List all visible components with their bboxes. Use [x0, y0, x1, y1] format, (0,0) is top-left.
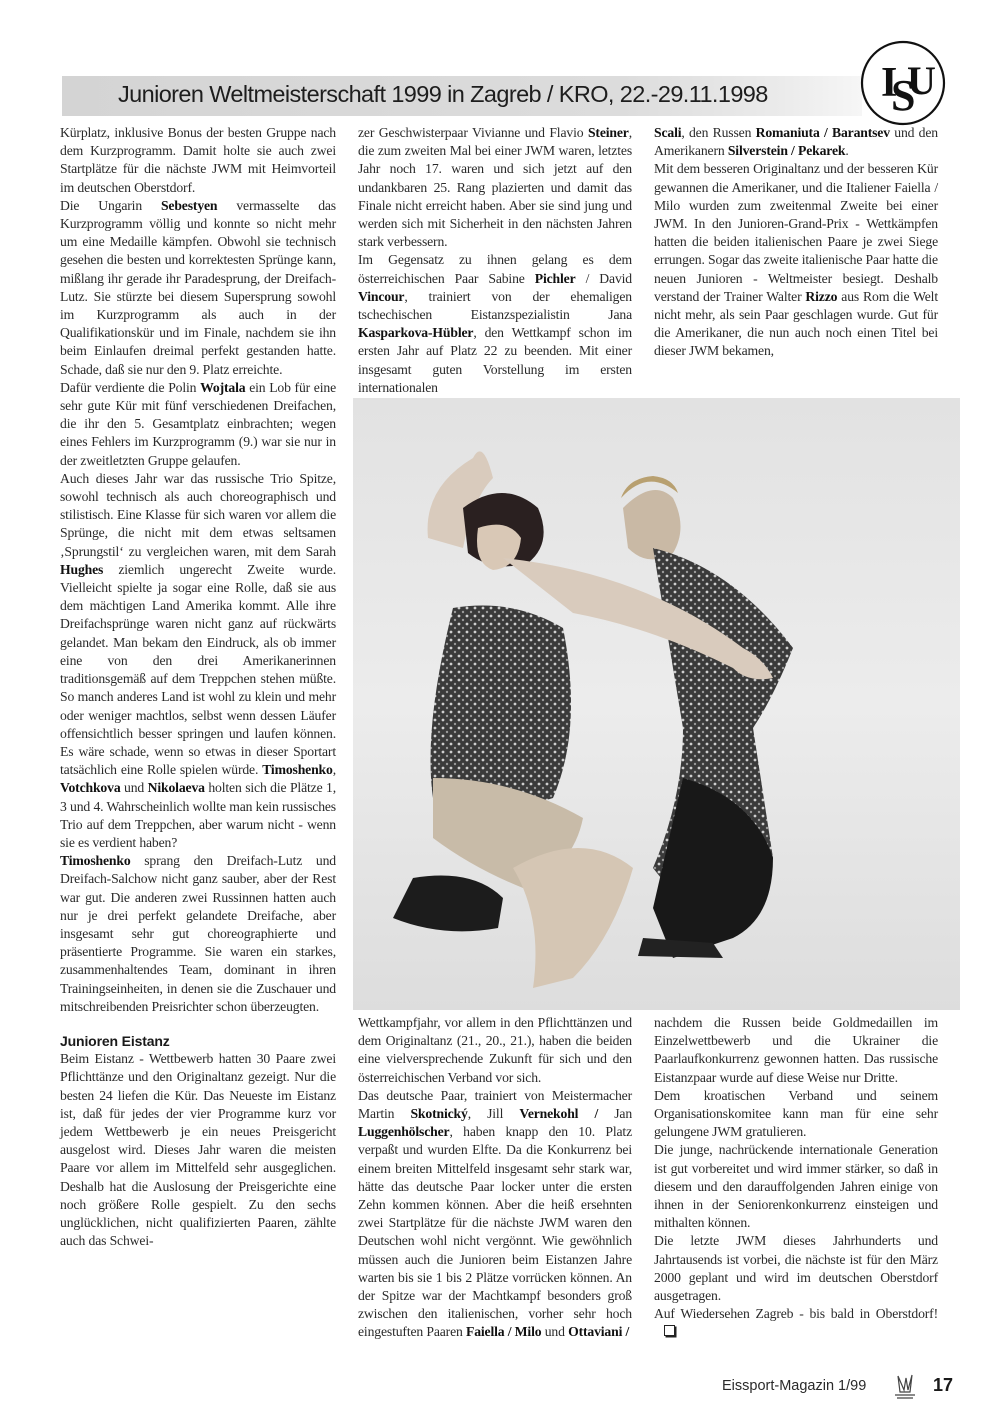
article-column-2-bottom: [358, 1014, 632, 1342]
bold-name: Vincour: [358, 288, 405, 304]
paragraph: [654, 1087, 938, 1142]
text-run: Die letzte JWM dieses Jahrhunderts und Jahrtausends ist vorbei, die nächste ist für den März 2000 geplant und wird im deutschen Oberstdorf ausgetragen.: [654, 1233, 938, 1304]
text-run: und: [120, 780, 148, 796]
paragraph: [358, 1087, 632, 1342]
text-run: .: [845, 143, 849, 159]
article-column-3-top: [654, 124, 938, 361]
text-run: Mit dem besseren Originaltanz und der besseren Kür gewannen die Amerikaner, und die Italiener Faiella / Milo wurden zum zweitenmal Zweite bei einer JWM. In den Junioren-Grand-Prix - Wettkämpfen hatten die beiden italienischen Paare je zwei Siege errungen. Sogar das zweite italienische Paar hatte die neuen Junioren - Weltmeister besiegt. Deshalb verstand der Trainer Walter: [654, 161, 938, 304]
text-run: holten sich die Plätze 1, 3 und 4. Wahrscheinlich wollte man kein russisches Trio auf dem Treppchen, aber warum nicht - wenn sie es verdient haben?: [60, 780, 336, 850]
bold-name: Pichler: [534, 270, 576, 286]
isu-logo-letter-i: I: [881, 60, 898, 106]
paragraph: [60, 852, 336, 1016]
paragraph: [60, 470, 336, 852]
bold-name: Nikolaeva: [147, 780, 205, 796]
bold-name: Ottaviani /: [568, 1324, 630, 1340]
bold-name: Scali: [654, 125, 682, 140]
bold-name: Timoshenko: [262, 762, 333, 778]
text-run: / David: [575, 270, 632, 286]
article-column-2-top: [358, 124, 632, 397]
text-run: , die zum zweiten Mal bei einer JWM waren, letztes Jahr noch 17. waren und sich jetzt auf den undankbaren 25. Rang plazierten und damit das Finale nicht erreicht haben. Aber sie sind jung und werden sich mit Sicherheit in den nächsten Jahren stark verbessern.: [358, 125, 632, 250]
text-run: , Jill: [467, 1106, 520, 1122]
bold-name: Timoshenko: [60, 853, 131, 869]
column-3-top-paragraphs: [654, 124, 938, 361]
text-run: Das deutsche Paar, trainiert von Meistermacher Martin: [358, 1087, 632, 1122]
ice-dance-couple-photo: [353, 398, 960, 1010]
paragraph: [358, 1014, 632, 1087]
text-run: nachdem die Russen beide Goldmedaillen im Einzelwettbewerb und die Ukrainer die Paarlaufkonkurrenz gewonnen hatten. Das russische Eistanzpaar wurde auf diese Weise nur Dritte.: [654, 1015, 938, 1085]
column-2-top-paragraphs: [358, 124, 632, 397]
text-run: , den Wettkampf schon im ersten Jahr auf Platz 22 zu beenden. Mit einer insgesamt guten Vorstellung im ersten internationalen: [358, 325, 632, 395]
text-run: ziemlich ungerecht Zweite wurde. Vielleicht spielte ja sogar eine Rolle, daß sie aus dem mächtigen Land Amerika kommt. Alle ihre Dreifachsprünge waren nicht ganz auf rückwärts gelandet. Man bekam den Eindruck, als ob immer eine von den drei Amerikanerinnen traditionsgemäß auf dem Treppchen stehen müßte. So manch anderes Land ist wohl zu klein und mehr oder weniger machtlos, selbst wenn dessen Läufer offensichtlich besser springen und laufen können. Es wäre schade, wenn so etwas in dieser Sportart tatsächlich eine Rolle spielen würde.: [60, 561, 336, 778]
paragraph: [60, 379, 336, 470]
paragraph: [654, 160, 938, 360]
text-run: zer Geschwisterpaar Vivianne und Flavio: [358, 125, 588, 140]
bold-name: Silverstein / Pekarek: [727, 143, 846, 159]
skate-logo-icon: [892, 1372, 918, 1400]
bold-name: Hughes: [60, 561, 104, 577]
text-run: und den Amerikanern: [654, 125, 938, 159]
column-1-paragraphs: [60, 124, 336, 1016]
text-run: Die junge, nachrückende internationale Generation ist gut vorbereitet und wird immer stärker, so daß in diesem und den darauffolgenden Jahren einige von ihnen in der Seniorenkonkurrenz einsteigen und mithalten können.: [654, 1142, 938, 1231]
text-run: Kürplatz, inklusive Bonus der besten Gruppe nach dem Kurzprogramm. Damit holte sie auch zwei Startplätze für die nächste JWM mit Heimvorteil im deutschen Oberstdorf.: [60, 125, 336, 195]
paragraph: [654, 1232, 938, 1305]
page-title: Junioren Weltmeisterschaft 1999 in Zagreb / KRO, 22.-29.11.1998: [118, 81, 768, 107]
bold-name: Skotnický: [410, 1106, 468, 1122]
end-of-article-box-icon: [664, 1325, 675, 1336]
text-run: Im Gegensatz zu ihnen gelang es dem österreichischen Paar Sabine: [358, 252, 632, 286]
paragraph: [60, 1050, 336, 1250]
column-3-bottom-paragraphs: [654, 1014, 938, 1342]
text-run: , haben knapp den 10. Platz verpaßt und wurden Elfte. Da die Konkurrenz bei einem breiten Mittelfeld insgesamt sehr stark war, hätte das deutsche Paar locker unter die ersten Zehn kommen können. Aber die heiß ersehnten zwei Startplätze für die nächste JWM waren den Deutschen wohl nicht vergönnt. Wie gewöhnlich müssen auch die Junioren beim Eistanzen Jahre warten bis sie 1 bis 2 Plätze vorrücken können. An der Spitze war der Machtkampf besonders groß zwischen den italienischen, vorher sehr hoch eingestuften Paaren: [358, 1124, 632, 1340]
bold-name: Steiner: [587, 125, 629, 140]
paragraph: [358, 251, 632, 397]
page-number: 17: [933, 1375, 954, 1395]
text-run: Dafür verdiente die Polin: [60, 379, 201, 395]
text-run: und: [541, 1324, 569, 1340]
bold-name: Luggenhölscher: [358, 1124, 450, 1140]
column-2-bottom-paragraphs: [358, 1014, 632, 1342]
text-run: ein Lob für eine sehr gute Kür mit fünf verschiedenen Dreifachen, die ihr den 5. Gesamtplatz einbrachten; wegen eines Fehlers im Kurzprogramm (9.) war sie nur in der zweitletzten Gruppe gelaufen.: [60, 379, 336, 468]
paragraph: [654, 1141, 938, 1232]
bold-name: Votchkova: [60, 780, 121, 796]
text-run: Auf Wiedersehen Zagreb - bis bald in Oberstdorf!: [654, 1306, 938, 1322]
text-run: Dem kroatischen Verband und seinem Organisationskomitee kann man für eine sehr gelungene JWM gratulieren.: [654, 1087, 938, 1140]
isu-logo-letter-s: S: [891, 71, 916, 120]
column-1-eistanz-paragraphs: [60, 1050, 336, 1250]
text-run: vermasselte das Kurzprogramm völlig und konnte so nicht mehr um eine Medaille kämpfen. Obwohl sie technisch gesehen die besten und korrektesten Sprünge kann, mißlang ihr gerade ihr Paradesprung, der Dreifach-Lutz. Sie stürzte bei diesem Supersprung sowohl im Kurzprogramm als auch in der Qualifikationskür und im Finale, nachdem sie ihn beim Einlaufen dreimal perfekt gestanden hatte. Schade, daß sie nur den 9. Platz erreichte.: [60, 197, 336, 377]
paragraph: [60, 124, 336, 197]
bold-name: Faiella / Milo: [465, 1324, 542, 1340]
bold-name: Wojtala: [200, 379, 246, 395]
text-run: Beim Eistanz - Wettbewerb hatten 30 Paare zwei Pflichttänze und den Originaltanz gezeigt. Nur die besten 24 liefen die Kür. Das Neueste im Eistanz ist, daß für jedes der vier Programme kurz vor jedem Wettbewerb je ein neues Preisgericht ausgelost wird. Dieses Jahr waren die meisten Paare vor allem im Mittelfeld sehr ausgeglichen. Deshalb hat die Auslosung der Preisgerichte eine noch größere Rolle gespielt. Zu den sechs unglücklichen, nicht qualifizierten Paaren, zählte auch das Schwei-: [60, 1051, 336, 1249]
bold-name: Kasparkova-Hübler: [358, 325, 474, 341]
magazine-issue: Eissport-Magazin 1/99: [722, 1378, 867, 1394]
bold-name: Romaniuta / Barantsev: [755, 125, 890, 140]
text-run: sprang den Dreifach-Lutz und Dreifach-Salchow nicht ganz sauber, aber der Rest war gut. Die anderen zwei Russinnen hatten auch nur je drei perfekt gelandete Dreifache, aber insgesamt sehr gut choreographierte und präsentierte Programme. Sie waren ein starkes, zusammenhaltendes Team, dominant in ihren Trainingseinheiten, in denen sie die Zuschauer und mitschreibenden Preisrichter schon überzeugten.: [60, 853, 336, 1014]
text-run: ,: [332, 762, 336, 778]
photo-illustration: [353, 398, 960, 1010]
text-run: aus Rom die Welt nicht mehr, als sein Paar geschlagen wurde. Gut für die Amerikaner, die nun auch noch einen Titel bei dieser JWM bekamen,: [654, 288, 938, 359]
text-run: Jan: [614, 1106, 633, 1122]
paragraph: [654, 1305, 938, 1341]
bold-name: Vernekohl /: [519, 1106, 615, 1122]
article-column-1: [60, 124, 336, 1250]
text-run: Auch dieses Jahr war das russische Trio Spitze, sowohl technisch als auch choreographisch und stilistisch. Eine Klasse für sich waren vor allem die Sprünge, die nicht mit dem etwas seltsamen ‚Sprungstil‘ zu vergleichen waren, mit dem Sarah: [60, 470, 336, 559]
article-column-3-bottom: [654, 1014, 938, 1342]
isu-logo-letter-u: U: [907, 58, 936, 103]
paragraph: [654, 1014, 938, 1087]
paragraph: [60, 197, 336, 379]
bold-name: Rizzo: [805, 288, 838, 304]
paragraph: [358, 124, 632, 251]
text-run: , trainiert von der ehemaligen tschechischen Eistanzspezialistin Jana: [358, 288, 632, 323]
text-run: Wettkampfjahr, vor allem in den Pflichttänzen und dem Originaltanz (21., 20., 21.), haben die beiden eine vielversprechende Zukunft für sich und den österreichischen Verband vor sich.: [358, 1015, 632, 1085]
isu-logo: [858, 38, 948, 128]
bold-name: Sebestyen: [160, 197, 218, 213]
paragraph: [654, 124, 938, 160]
subheading-junioren-eistanz: Junioren Eistanz: [60, 1032, 170, 1049]
text-run: , den Russen: [681, 125, 756, 140]
text-run: Die Ungarin: [60, 197, 161, 213]
